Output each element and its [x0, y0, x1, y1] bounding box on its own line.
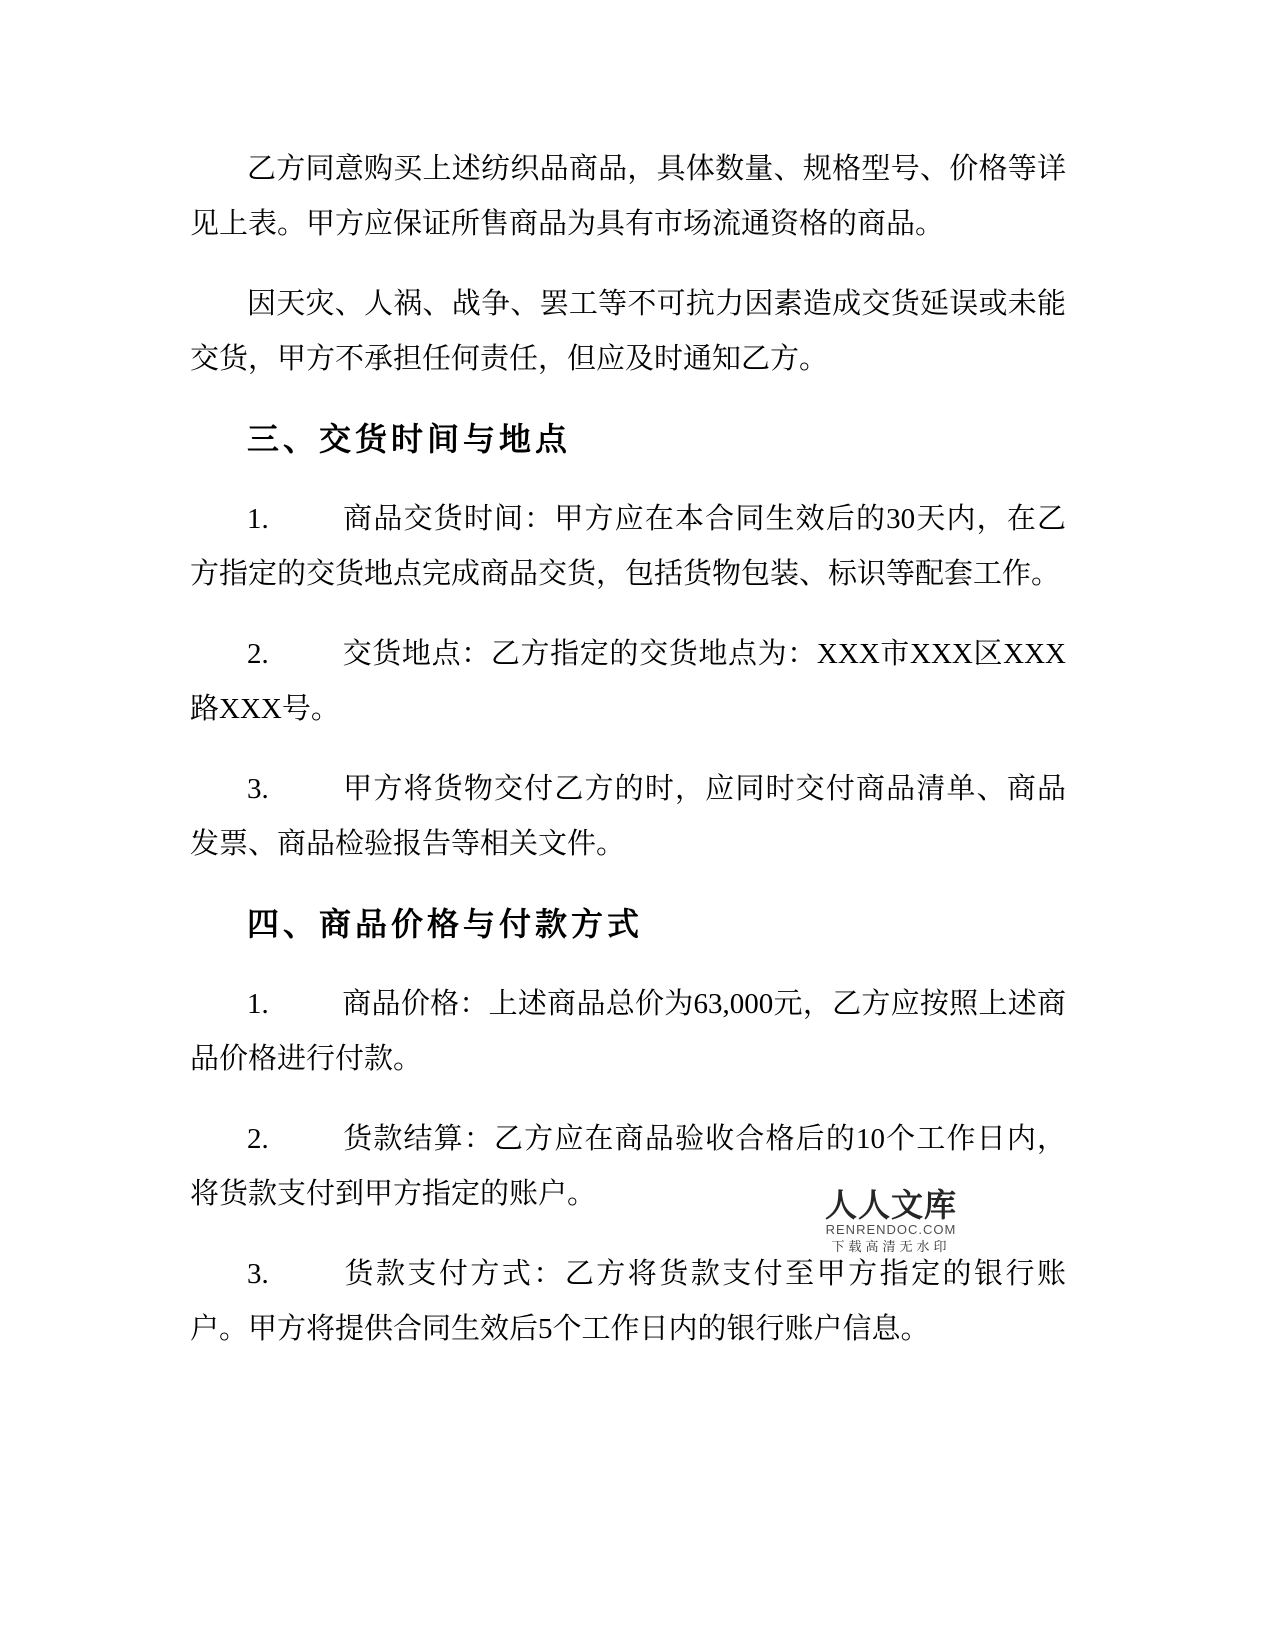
item-text: 货款结算：乙方应在商品验收合格后的10个工作日内，将货款支付到甲方指定的账户。: [190, 1123, 1066, 1210]
item-text: 交货地点：乙方指定的交货地点为：XXX市XXX区XXX路XXX号。: [190, 638, 1066, 725]
item-number: 1.: [247, 988, 269, 1020]
item-text: 甲方将货物交付乙方的时，应同时交付商品清单、商品发票、商品检验报告等相关文件。: [190, 773, 1066, 860]
item-text: 货款支付方式：乙方将货款支付至甲方指定的银行账户。甲方将提供合同生效后5个工作日内的银行账户信息。: [190, 1258, 1066, 1345]
item-number: 2.: [247, 638, 269, 670]
section-heading-price-payment: 四、商品价格与付款方式: [247, 906, 644, 942]
item-number: 1.: [247, 503, 269, 535]
section-heading-delivery: 三、交货时间与地点: [247, 421, 572, 457]
item-number: 3.: [247, 1258, 269, 1290]
numbered-item: [190, 762, 1066, 872]
item-text: 商品交货时间：甲方应在本合同生效后的30天内，在乙方指定的交货地点完成商品交货，包括货物包装、标识等配套工作。: [190, 503, 1066, 590]
watermark-tagline: 下载高清无水印: [831, 1239, 951, 1254]
document-content: [190, 142, 1066, 1382]
numbered-item: [190, 1247, 1066, 1357]
body-paragraph: 乙方同意购买上述纺织品商品，具体数量、规格型号、价格等详见上表。甲方应保证所售商品为具有市场流通资格的商品。: [190, 153, 1066, 240]
body-paragraph: 因天灾、人祸、战争、罢工等不可抗力因素造成交货延误或未能交货，甲方不承担任何责任，但应及时通知乙方。: [190, 288, 1066, 375]
numbered-item: [190, 1112, 1066, 1222]
numbered-item: [190, 977, 1066, 1087]
item-number: 3.: [247, 773, 269, 805]
watermark-domain: RENRENDOC.COM: [825, 1222, 957, 1237]
numbered-item: [190, 492, 1066, 602]
numbered-item: [190, 627, 1066, 737]
item-number: 2.: [247, 1123, 269, 1155]
item-text: 商品价格：上述商品总价为63,000元，乙方应按照上述商品价格进行付款。: [190, 988, 1066, 1075]
watermark-logo-text: 人人文库: [824, 1187, 957, 1223]
